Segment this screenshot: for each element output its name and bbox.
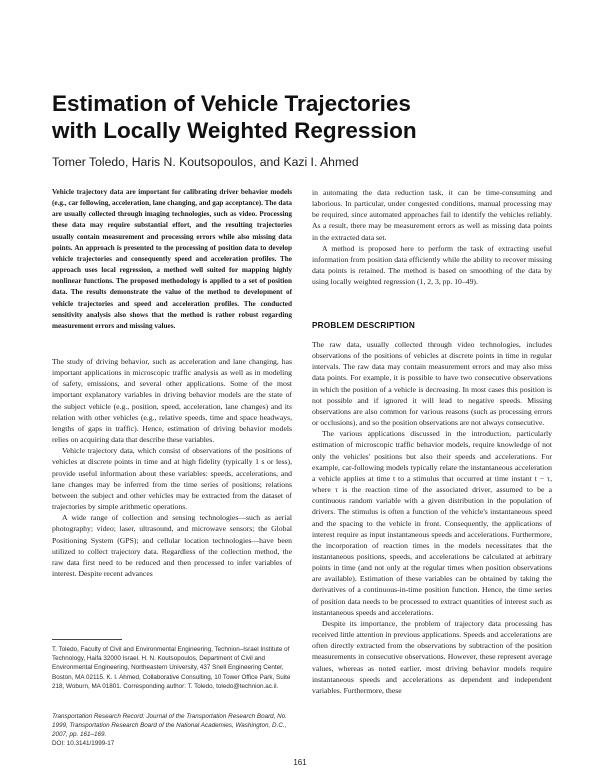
footnote-doi: DOI: 10.3141/1999-17: [52, 740, 115, 747]
intro-paragraph-3: A wide range of collection and sensing technologies—such as aerial photography; video; laser, ultrasound, and microwave sensors; the Global Positioning System (GPS); and cellular location technologies—have been utilized to collect trajectory data. Regardless of the collection method, the raw data first need to be reduced and then processed to infer variables of interest. Despite recent advances: [52, 513, 292, 578]
left-column-body: [52, 356, 292, 579]
problem-description-body: [312, 339, 552, 696]
footnote-citation: Transportation Research Record: Journal of the Transportation Research Board, No. 1999, Transportation Research Board of the National Academies, Washington, D.C., 2007, pp. 161–169.: [52, 713, 287, 739]
abstract: Vehicle trajectory data are important for calibrating driver behavior models (e.g., car following, acceleration, lane changing, and gap acceptance). The data are usually collected through imaging technologies, such as video. Processing these data may require substantial effort, and the resulting trajectories usually contain measurement and processing errors while also missing data points. An approach is presented to the processing of position data to develop vehicle trajectories and consequently speed and acceleration profiles. The approach uses local regression, a method well suited for mapping highly nonlinear functions. The proposed methodology is applied to a set of position data. The results demonstrate the value of the method to development of vehicle trajectories and speed and acceleration profiles. The conducted sensitivity analysis also shows that the method is rather robust regarding measurement errors and missing values.: [52, 188, 292, 330]
continued-paragraph: in automating the data reduction task, it can be time-consuming and laborious. In particular, under congested conditions, manual processing may be required, since automated approaches fail to identify the vehicles reliably. As a result, there may be measurement errors as well as missing data points in the extracted data set.: [312, 188, 552, 242]
title-line-2: with Locally Weighted Regression: [52, 118, 417, 143]
paper-title: [52, 90, 552, 144]
page-number: 161: [293, 758, 307, 767]
footnote-affiliations: T. Toledo, Faculty of Civil and Environmental Engineering, Technion–Israel Institute of Technology, Haifa 32000 Israel. H. N. Koutsopoulos, Department of Civil and Environmental Engineering, Northeastern University, 437 Snell Engineering Center, Boston, MA 02115. K. I. Ahmed, Collaborative Consulting, 10 Tower Office Park, Suite 218, Woburn, MA 01801. Corresponding author: T. Toledo, toledo@technion.ac.il.: [52, 646, 291, 690]
intro-paragraph-1: The study of driving behavior, such as acceleration and lane changing, has important applications in microscopic traffic analysis as well as in modeling of safety, emissions, and several other applications. Some of the most important explanatory variables in driving behavior models are the state of the subject vehicle (e.g., position, speed, acceleration, lane changes) and its relation with other vehicles (e.g., relative speeds, time and space headways, lengths of gaps in traffic). Hence, estimation of driving behavior models relies on acquiring data that describe these variables.: [52, 357, 292, 445]
problem-paragraph-1: The raw data, usually collected through video technologies, includes observations of the positions of vehicles at discrete points in time in regular intervals. The raw data may contain measurement errors and may also miss data points. For example, it is possible to have two consecutive observations in which the position of a vehicle is decreasing. In most cases this position is not possible and if ignored it will lead to negative speeds. Missing observations are also common for various reasons (such as processing errors or occlusions), and so the position observations are not always consecutive.: [312, 340, 552, 428]
problem-paragraph-3: Despite its importance, the problem of trajectory data processing has received little attention in previous applications. Speeds and accelerations are often directly extracted from the observations by subtraction of the position measurements in consecutive observations. However, these represent average values, whereas as noted earlier, most driving behavior models require instantaneous speeds and accelerations as dependent and independent variables. Furthermore, these: [312, 618, 552, 695]
problem-paragraph-2: The various applications discussed in the introduction, particularly estimation of microscopic traffic behavior models, require knowledge of not only the vehicles' positions but also their speeds and accelerations. For example, car-following models typically relate the instantaneous acceleration a vehicle applies at time t to a stimulus that occurred at time instant t − τ, where τ is the reaction time of the associated driver, assumed to be a continuous random variable with a given distribution in the population of drivers. The stimulus is often a function of the vehicle's instantaneous speed and the spacing to the vehicle in front. Consequently, the applications of interest require as input instantaneous speeds and accelerations. Furthermore, the incorporation of reaction times in the models necessitates that the instantaneous positions, speeds, and accelerations be calculated at arbitrary points in time (and not only at the regular times when position observations are available). Estimation of these variables can be obtained by taking the derivatives of a continuous-in-time position function. Hence, the time series of position data needs to be processed to extract quantities of interest such as instantaneous speeds and accelerations.: [312, 429, 552, 617]
footnote-divider: [52, 639, 122, 640]
author-list: Tomer Toledo, Haris N. Koutsopoulos, and Kazi I. Ahmed: [52, 155, 359, 169]
section-heading: PROBLEM DESCRIPTION: [312, 321, 415, 330]
title-line-1: Estimation of Vehicle Trajectories: [52, 91, 411, 116]
intro-paragraph-2: Vehicle trajectory data, which consist of observations of the positions of vehicles at discrete points in time and at high fidelity (typically 1 s or less), provide useful information about these variables: speeds, accelerations, and lane changes may be inferred from the time series of positions; relations between the subject and other vehicles may be extracted from the dataset of trajectories by simple arithmetic operations.: [52, 446, 292, 512]
method-paragraph: A method is proposed here to perform the task of extracting useful information from position data efficiently while the ability to recover missing data points is retained. The method is based on smoothing of the data by using locally weighted regression (1, 2, 3, pp. 10–49).: [312, 243, 552, 287]
right-column-top: [312, 187, 552, 287]
